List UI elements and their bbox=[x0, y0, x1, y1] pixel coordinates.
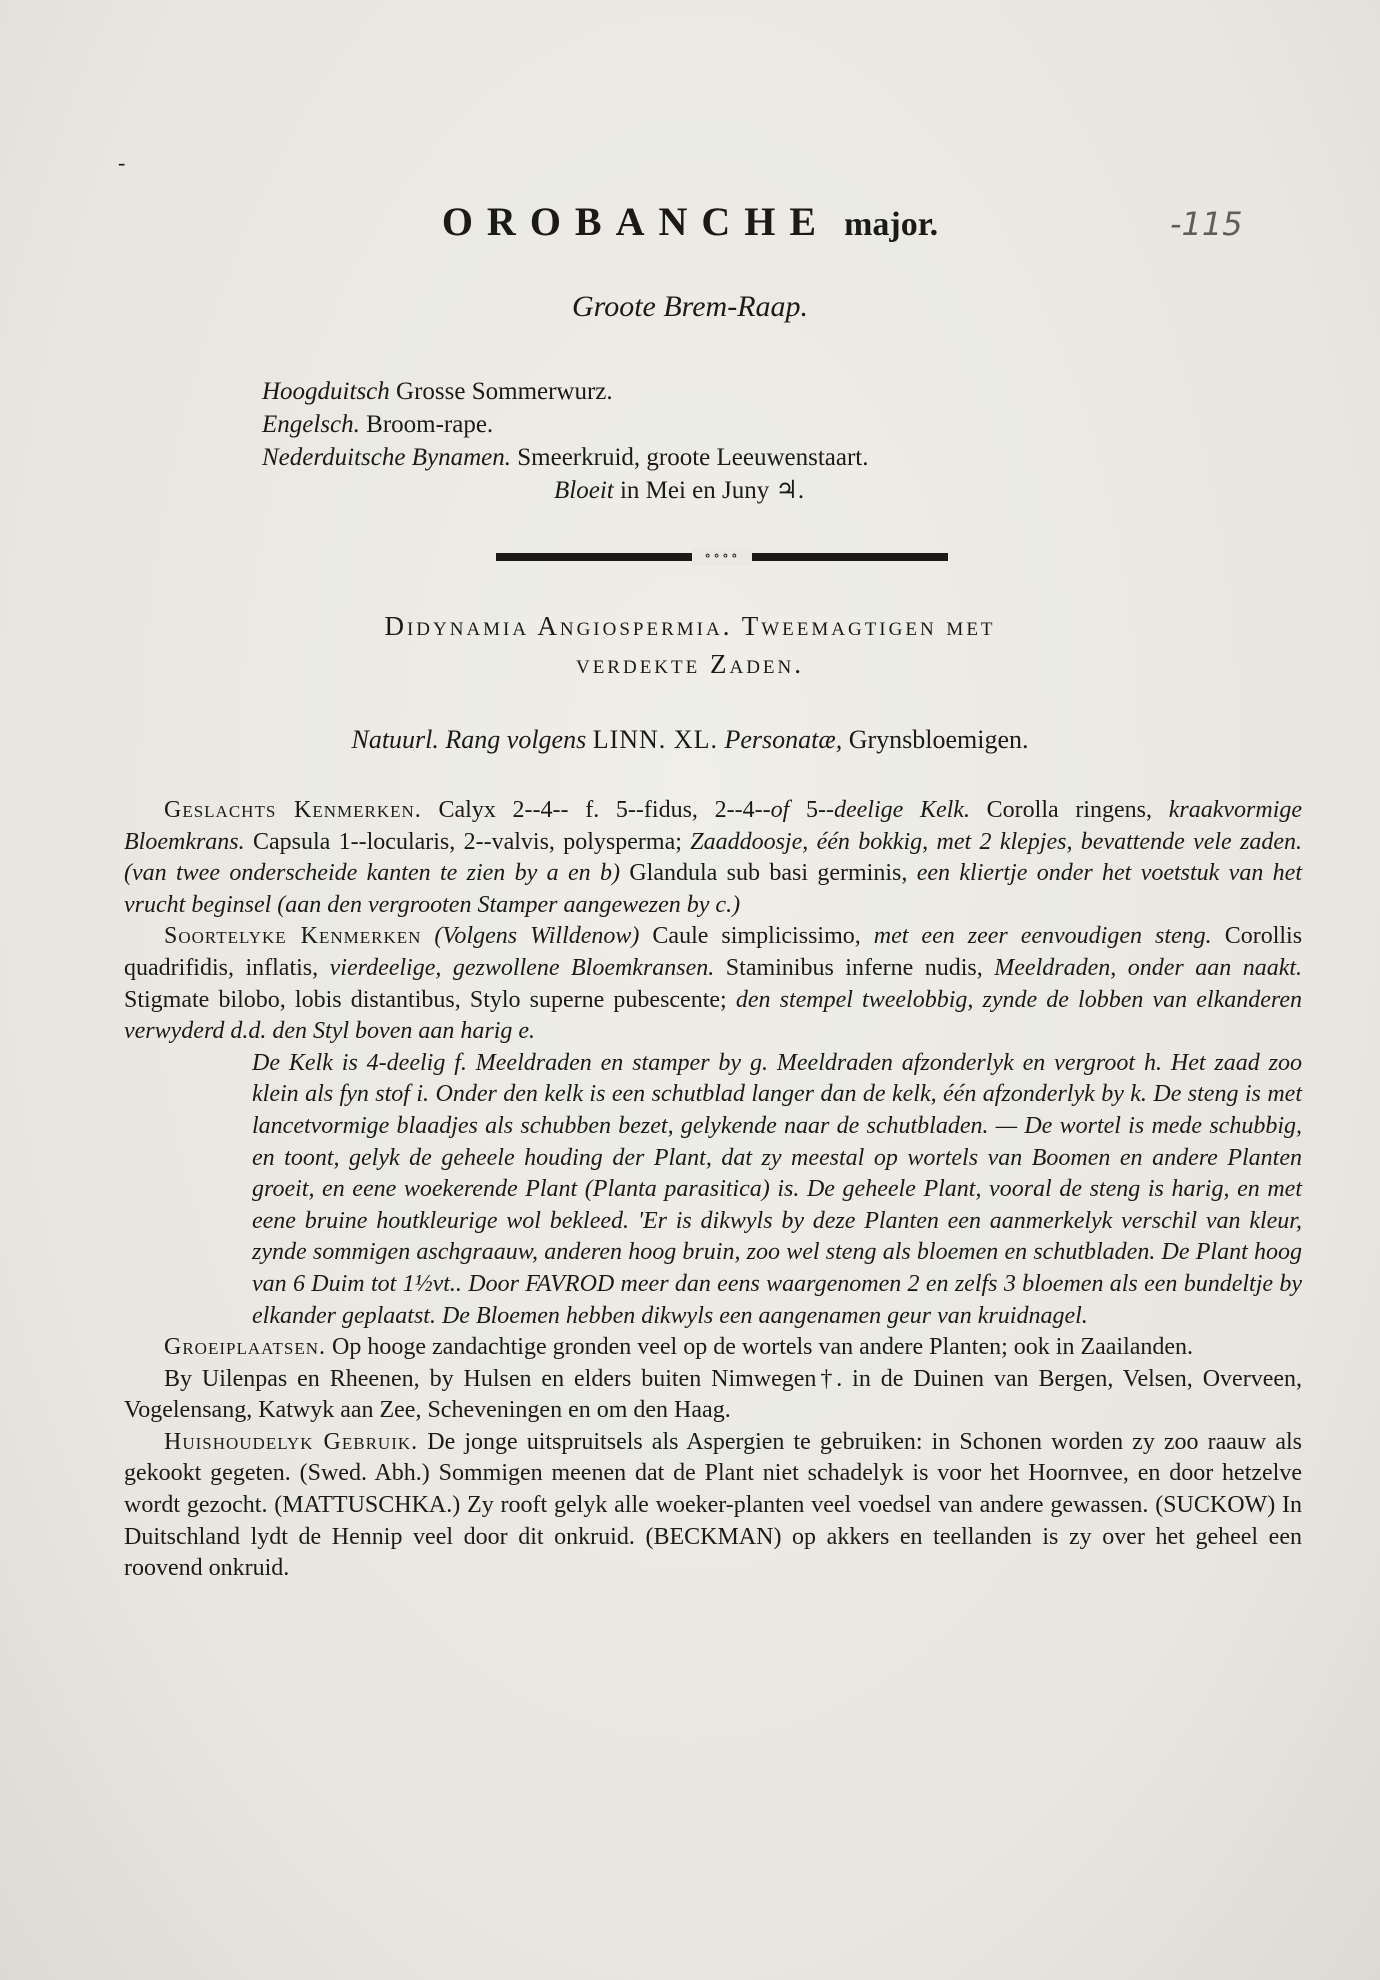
english-name-line: Engelsch. Broom-rape. bbox=[262, 411, 494, 438]
flowering-line: Bloeit in Mei en Juny ♃. bbox=[554, 477, 805, 504]
species-name: major. bbox=[844, 206, 939, 243]
dutch-common-name: Groote Brem-Raap. bbox=[571, 290, 809, 323]
plate-description-paragraph: De Kelk is 4-deelig f. Meeldraden en stamper by g. Meeldraden afzonderlyk en vergroot h. Het zaad zoo klein als fyn stof i. Onder den kelk is een schutblad langer dan de kelk, één afzonderlyk by k. De steng is met lancetvormige blaadjes als schubben bezet, gelykende naar de schutbladen. — De wortel is mede schubbig, en toont, gelyk de geheele houding der Plant, dat zy meestal op wortels van Boomen en andere Planten groeit, en eene woekerende Plant (Planta parasitica) is. De geheele Plant, vooral de steng is harig, en met eene bruine houtkleurige wol bekleed. 'Er is dikwyls by deze Planten een aanmerkelyk verschil van kleur, zynde sommigen aschgraauw, anderen hoog bruin, zoo wel steng als bloemen en schutbladen. De Plant hoog van 6 Duim tot 1½vt.. Door FAVROD meer dan eens waargenomen 2 en zelfs 3 bloemen als een bundeltje by elkander geplaatst. De Bloemen hebben dikwyls een aangenamen geur van kruidnagel. bbox=[252, 1049, 1302, 1329]
habitat-paragraph: Groeiplaatsen. Op hooge zandachtige gronden veel op de wortels van andere Planten; ook in Zaailanden. bbox=[164, 1334, 1194, 1361]
economic-use-paragraph: Huishoudelyk Gebruik. De jonge uitspruitsels als Aspergien te gebruiken: in Schonen worden zy zoo raauw als gekookt gegeten. (Swed. Abh.) Sommigen meenen dat de Plant niet schadelyk is voor het Hoornvee, en door hetzelve wordt gezocht. (MATTUSCHKA.) Zy rooft gelyk alle woeker-planten veel voedsel van andere gewassen. (SUCKOW) In Duitschland lydt de Hennip veel door dit onkruid. (BECKMAN) op akkers en teellanden is zy over het geheel een roovend onkruid. bbox=[124, 1428, 1303, 1582]
vernacular-names bbox=[262, 375, 1142, 507]
natural-order-line: Natuurl. Rang volgens LINN. XL. Personatæ, Grynsbloemigen. bbox=[351, 725, 1029, 754]
linnaean-class-heading: Didynamia Angiospermia. Tweemagtigen met verdekte Zaden. bbox=[384, 611, 996, 679]
species-characters-paragraph: Soortelyke Kenmerken (Volgens Willdenow) Caule simplicissimo, met een zeer eenvoudigen steng. Corollis quadrifidis, inflatis, vierdeelige, gezwollene Bloemkransen. Staminibus inferne nudis, Meeldraden, onder aan naakt. Stigmate bilobo, lobis distantibus, Stylo superne pubescente; den stempel tweelobbig, zynde de lobben van elkanderen verwyderd d.d. den Styl boven aan harig e. bbox=[124, 923, 1303, 1045]
localities-paragraph: By Uilenpas en Rheenen, by Hulsen en elders buiten Nimwegen†. in de Duinen van Bergen, Velsen, Overveen, Vogelensang, Katwyk aan Zee, Scheveningen en om den Haag. bbox=[124, 1365, 1302, 1424]
rule-ornament: ∘∘∘∘ bbox=[692, 548, 752, 566]
genus-characters-paragraph: Geslachts Kenmerken. Calyx 2--4-- f. 5--fidus, 2--4--of 5--deelige Kelk. Corolla ringens, kraakvormige Bloemkrans. Capsula 1--locularis, 2--valvis, polysperma; Zaaddoosje, één bokkig, met 2 klepjes, bevattende vele zaden. (van twee onderscheide kanten te zien by a en b) Glandula sub basi germinis, een kliertje onder het voetstuk van het vrucht beginsel (aan den vergrooten Stamper aangewezen by c.) bbox=[124, 797, 1303, 918]
genus-name: OROBANCHE bbox=[441, 199, 831, 244]
dutch-synonyms-line: Nederduitsche Bynamen. Smeerkruid, groote Leeuwenstaart. bbox=[262, 444, 869, 471]
description-body bbox=[124, 795, 1302, 1585]
pencil-page-number: -115 bbox=[1170, 205, 1243, 243]
ornamental-rule bbox=[496, 549, 948, 564]
gutter-mark: - bbox=[118, 150, 126, 175]
german-name-line: Hoogduitsch Grosse Sommerwurz. bbox=[262, 378, 613, 405]
